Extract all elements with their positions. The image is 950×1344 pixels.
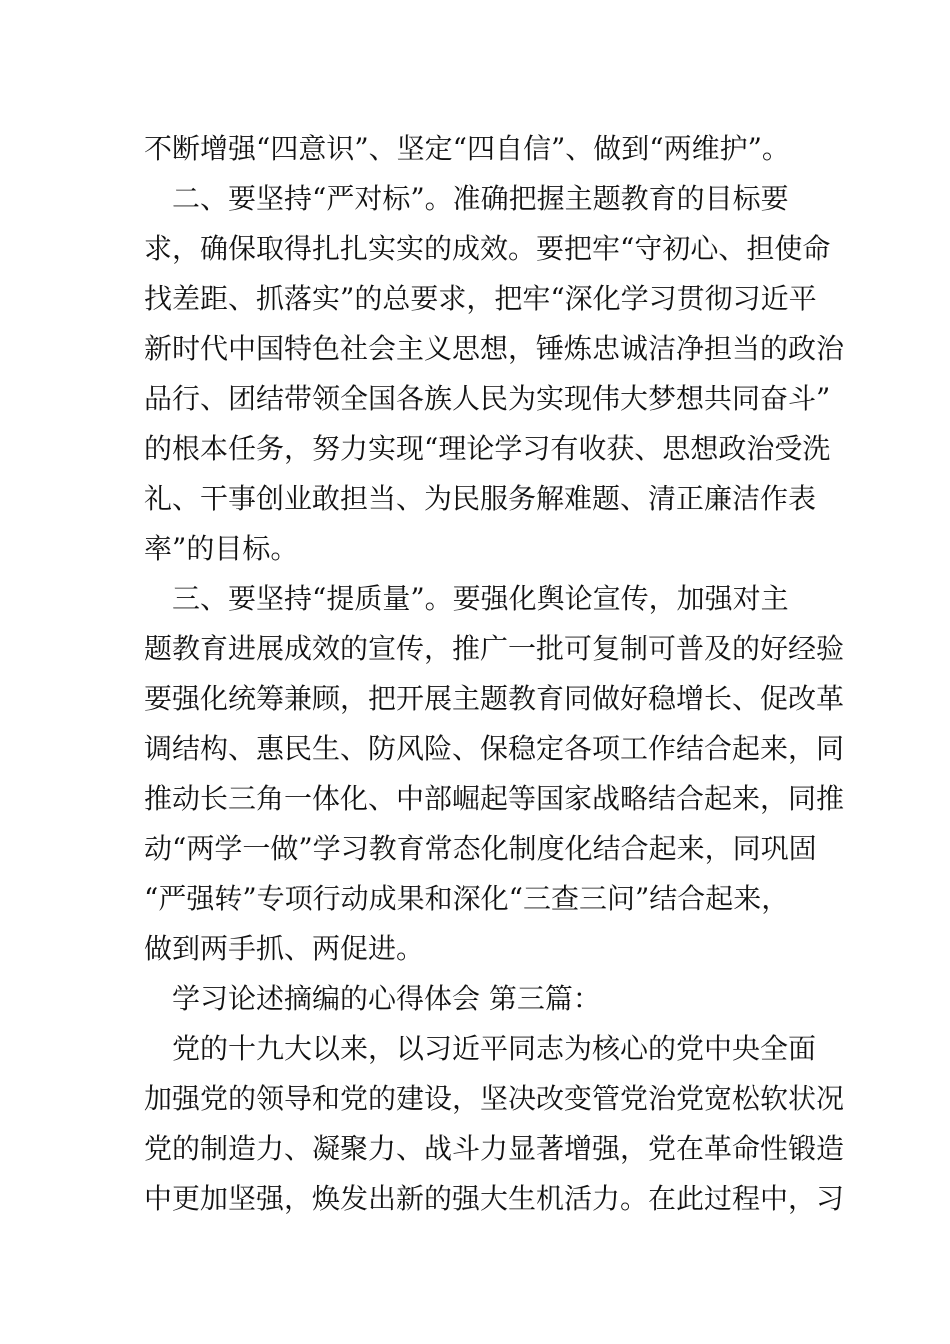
text-line: 动“两学一做”学习教育常态化制度化结合起来，同巩固: [144, 832, 817, 865]
text-line: 要强化统筹兼顾，把开展主题教育同做好稳增长、促改革: [144, 682, 845, 715]
text-line: “严强转”专项行动成果和深化“三查三问”结合起来，: [144, 882, 790, 915]
text-line: 礼、干事创业敢担当、为民服务解难题、清正廉洁作表: [144, 482, 817, 515]
text-line: 不断增强“四意识”、坚定“四自信”、做到“两维护”。: [144, 132, 790, 165]
text-line: 新时代中国特色社会主义思想，锤炼忠诚洁净担当的政治: [144, 332, 845, 365]
text-line: 加强党的领导和党的建设，坚决改变管党治党宽松软状况: [144, 1082, 845, 1115]
text-line: 的根本任务，努力实现“理论学习有收获、思想政治受洗: [144, 432, 831, 465]
text-line: 找差距、抓落实”的总要求，把牢“深化学习贯彻习近平: [144, 282, 817, 315]
text-line: 二、要坚持“严对标”。准确把握主题教育的目标要: [144, 182, 789, 215]
text-line: 题教育进展成效的宣传，推广一批可复制可普及的好经验: [144, 632, 845, 665]
text-line: 调结构、惠民生、防风险、保稳定各项工作结合起来，同: [144, 732, 845, 765]
text-line: 做到两手抓、两促进。: [144, 932, 425, 965]
section-heading: 学习论述摘编的心得体会 第三篇：: [172, 982, 601, 1015]
text-line: 推动长三角一体化、中部崛起等国家战略结合起来，同推: [144, 782, 845, 815]
text-line: 三、要坚持“提质量”。要强化舆论宣传，加强对主: [144, 582, 789, 615]
text-line: 中更加坚强，焕发出新的强大生机活力。在此过程中，习: [144, 1182, 845, 1215]
text-line: 党的制造力、凝聚力、战斗力显著增强，党在革命性锻造: [144, 1132, 845, 1165]
text-line: 率”的目标。: [144, 532, 299, 565]
text-line: 求，确保取得扎扎实实的成效。要把牢“守初心、担使命: [144, 232, 831, 265]
text-line: 党的十九大以来，以习近平同志为核心的党中央全面: [144, 1032, 817, 1065]
text-line: 品行、团结带领全国各族人民为实现伟大梦想共同奋斗”: [144, 382, 831, 415]
